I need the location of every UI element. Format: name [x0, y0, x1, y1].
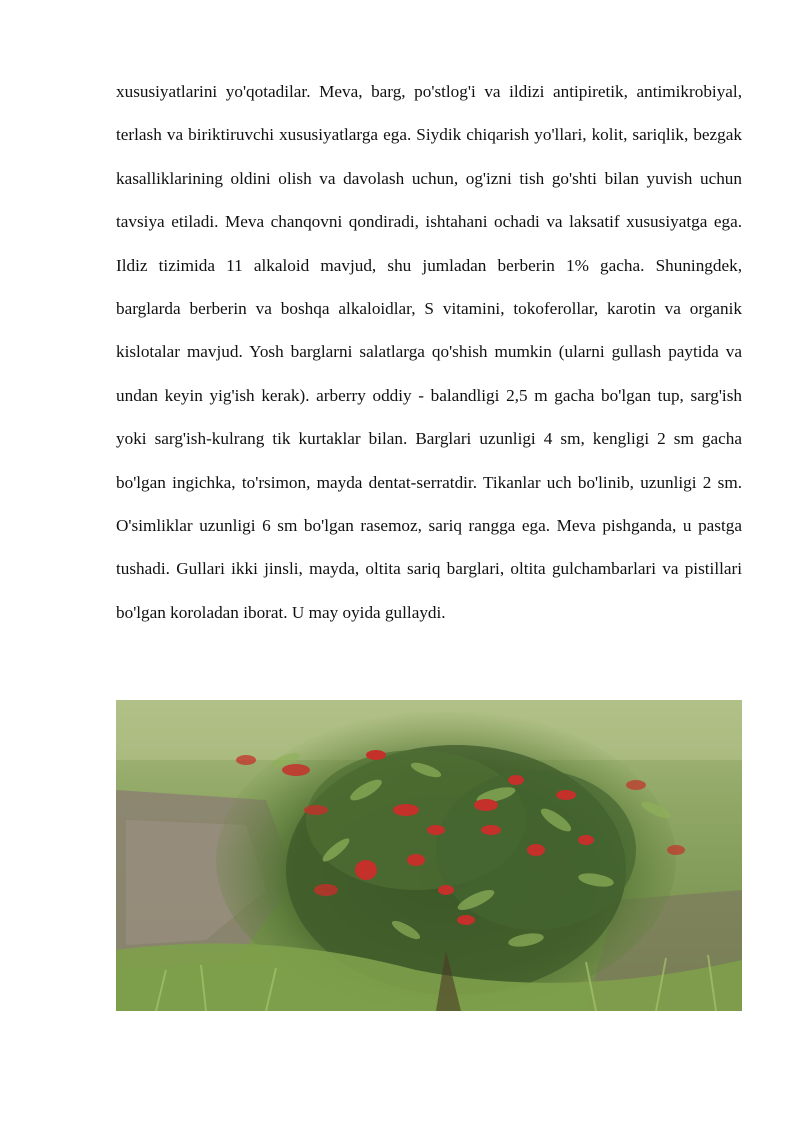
photo-illustration [116, 700, 742, 1011]
barberry-bush-photo [116, 700, 742, 1011]
body-paragraph: xususiyatlarini yo'qotadilar. Meva, barg, po'stlog'i va ildizi antipiretik, antimikrobiyal, terlash va biriktiruvchi xususiyatlarga ega. Siydik chiqarish yo'llari, kolit, sariqlik, bezgak kasalliklarining oldini olish va davolash uchun, og'izni tish go'shti bilan yuvish uchun tavsiya etiladi. Meva chanqovni qondiradi, ishtahani ochadi va laksatif xususiyatga ega. Ildiz tizimida 11 alkaloid mavjud, shu jumladan berberin 1% gacha. Shuningdek, barglarda berberin va boshqa alkaloidlar, S vitamini, tokoferollar, karotin va organik kislotalar mavjud. Yosh barglarni salatlarga qo'shish mumkin (ularni gullash paytida va undan keyin yig'ish kerak). arberry oddiy - balandligi 2,5 m gacha bo'lgan tup, sarg'ish yoki sarg'ish-kulrang tik kurtaklar bilan. Barglari uzunligi 4 sm, kengligi 2 sm gacha bo'lgan ingichka, to'rsimon, mayda dentat-serratdir. Tikanlar uch bo'linib, uzunligi 2 sm. O'simliklar uzunligi 6 sm bo'lgan rasemoz, sariq rangga ega. Meva pishganda, u pastga tushadi. Gullari ikki jinsli, mayda, oltita sariq barglari, oltita gulchambarlari va pistillari bo'lgan koroladan iborat. U may oyida gullaydi. [116, 82, 742, 622]
